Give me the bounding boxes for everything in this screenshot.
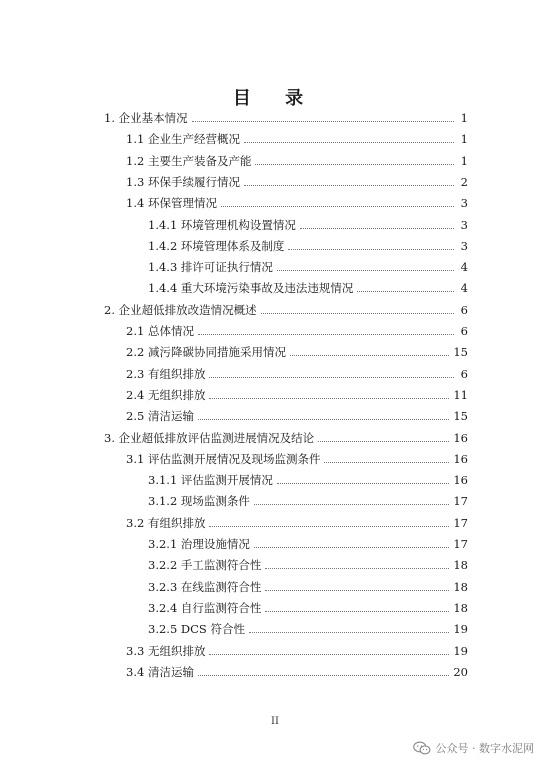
toc-entry[interactable] — [148, 577, 468, 597]
toc-entry-label: 1. 企业基本情况 — [104, 111, 188, 125]
toc-entry-page: 1 — [460, 132, 468, 147]
toc-entry[interactable] — [126, 406, 468, 426]
toc-leader-dots — [209, 653, 449, 655]
toc-entry-page: 3 — [460, 238, 468, 253]
toc-entry-label: 3.4 清洁运输 — [126, 664, 194, 679]
toc-entry-page: 20 — [453, 664, 468, 679]
toc-leader-dots — [290, 354, 449, 356]
toc-entry-page: 2 — [460, 174, 468, 189]
toc-entry[interactable] — [148, 215, 468, 235]
toc-entry-page: 4 — [460, 281, 468, 296]
toc-leader-dots — [209, 376, 454, 378]
toc-leader-dots — [255, 163, 454, 165]
toc-entry-label: 3.2.5 DCS 符合性 — [148, 622, 245, 637]
toc-entry-label: 2.3 有组织排放 — [126, 366, 206, 381]
toc-entry[interactable] — [126, 385, 468, 405]
toc-entry-label: 3.2.1 治理设施情况 — [148, 537, 250, 551]
toc-leader-dots — [254, 503, 449, 505]
toc-leader-dots — [209, 397, 449, 399]
toc-entry-label: 3.1 评估监测开展情况及现场监测条件 — [126, 451, 321, 466]
toc-entry[interactable] — [126, 342, 468, 362]
toc-leader-dots — [244, 184, 454, 186]
toc-entry[interactable] — [148, 236, 468, 256]
toc-entry-page: 4 — [460, 260, 468, 275]
toc-entry[interactable] — [104, 108, 468, 128]
toc-entry[interactable] — [126, 513, 468, 533]
toc-entry-page: 6 — [460, 366, 468, 381]
toc-entry-page: 18 — [453, 579, 468, 594]
toc-entry[interactable] — [104, 300, 468, 320]
toc-leader-dots — [288, 248, 454, 250]
toc-leader-dots — [261, 312, 454, 314]
toc-entry-label: 3.2 有组织排放 — [126, 515, 206, 530]
toc-leader-dots — [324, 461, 449, 463]
toc-leader-dots — [192, 120, 454, 122]
toc-leader-dots — [318, 440, 449, 442]
toc-entry-page: 17 — [453, 537, 468, 551]
toc-leader-dots — [277, 482, 449, 484]
toc-entry-label: 2.4 无组织排放 — [126, 387, 206, 402]
wechat-icon — [413, 741, 431, 755]
toc-leader-dots — [265, 589, 449, 591]
toc-entry-label: 2.5 清洁运输 — [126, 409, 194, 424]
toc-entry-label: 2. 企业超低排放改造情况概述 — [104, 302, 257, 317]
toc-entry[interactable] — [126, 641, 468, 661]
toc-entry-page: 18 — [453, 558, 468, 573]
toc-leader-dots — [357, 290, 454, 292]
toc-entry-page: 17 — [453, 494, 468, 509]
toc-entry-page: 3 — [460, 196, 468, 211]
toc-entry[interactable] — [148, 555, 468, 575]
toc-entry-page: 19 — [453, 643, 468, 658]
toc-entry-page: 6 — [460, 302, 468, 317]
toc-leader-dots — [198, 674, 449, 676]
toc-entry[interactable] — [148, 491, 468, 511]
toc-entry[interactable] — [148, 598, 468, 618]
toc-leader-dots — [221, 205, 454, 207]
toc-entry-page: 16 — [453, 473, 468, 488]
toc-entry-label: 1.4.2 环境管理体系及制度 — [148, 238, 285, 253]
toc-entry[interactable] — [126, 449, 468, 469]
toc-entry[interactable] — [126, 193, 468, 213]
toc-entry[interactable] — [148, 619, 468, 639]
toc-entry[interactable] — [126, 662, 468, 682]
toc-entry-page: 19 — [453, 622, 468, 637]
toc-entry-label: 1.4.3 排许可证执行情况 — [148, 260, 273, 275]
toc-entry-page: 1 — [460, 153, 468, 168]
toc-entry[interactable] — [148, 278, 468, 298]
toc-entry-label: 1.4.1 环境管理机构设置情况 — [148, 217, 296, 232]
toc-entry[interactable] — [126, 172, 468, 192]
toc-entry-label: 3.1.2 现场监测条件 — [148, 494, 250, 509]
toc-entry-page: 17 — [453, 515, 468, 530]
toc-entry-label: 3.1.1 评估监测开展情况 — [148, 473, 273, 488]
toc-entry-page: 15 — [453, 409, 468, 424]
toc-entry-label: 1.2 主要生产装备及产能 — [126, 153, 252, 168]
toc-entry-page: 6 — [460, 324, 468, 338]
toc-leader-dots — [244, 141, 454, 143]
toc-entry-label: 1.4.4 重大环境污染事故及违法违规情况 — [148, 281, 354, 296]
toc-entry-page: 16 — [453, 451, 468, 466]
toc-leader-dots — [209, 525, 449, 527]
toc-entry-label: 1.3 环保手续履行情况 — [126, 174, 240, 189]
toc-leader-dots — [198, 418, 449, 420]
toc-entry-label: 3.2.3 在线监测符合性 — [148, 579, 262, 594]
toc-entry-page: 3 — [460, 217, 468, 232]
toc-entry[interactable] — [126, 129, 468, 149]
toc-leader-dots — [265, 567, 449, 569]
toc-entry-label: 3.2.2 手工监测符合性 — [148, 558, 262, 573]
watermark-text: 公众号 · 数字水泥网 — [435, 742, 534, 755]
toc-entry-page: 16 — [453, 430, 468, 445]
toc-leader-dots — [254, 546, 449, 548]
toc-leader-dots — [249, 631, 449, 633]
toc-leader-dots — [300, 227, 454, 229]
toc-entry-label: 3.3 无组织排放 — [126, 643, 206, 658]
toc-entry[interactable] — [126, 151, 468, 171]
toc-entry-label: 2.1 总体情况 — [126, 324, 194, 338]
toc-leader-dots — [198, 333, 454, 335]
toc-entry[interactable] — [126, 321, 468, 341]
toc-entry[interactable] — [126, 364, 468, 384]
toc-entry-page: 15 — [453, 345, 468, 360]
toc-entry[interactable] — [148, 257, 468, 277]
toc-entry-label: 1.1 企业生产经营概况 — [126, 132, 240, 147]
toc-entry-label: 3.2.4 自行监测符合性 — [148, 600, 262, 615]
toc-entry[interactable] — [148, 470, 468, 490]
toc-leader-dots — [277, 269, 454, 271]
toc-entry[interactable] — [104, 428, 468, 448]
toc-entry-page: 11 — [453, 387, 468, 402]
toc-entry-label: 2.2 减污降碳协同措施采用情况 — [126, 345, 286, 360]
watermark — [413, 740, 535, 756]
page-number: II — [271, 716, 279, 727]
toc-leader-dots — [265, 610, 449, 612]
toc-entry-page: 18 — [453, 600, 468, 615]
toc-entry-label: 1.4 环保管理情况 — [126, 196, 217, 211]
page-title: 目 录 — [232, 88, 318, 109]
toc-entry[interactable] — [148, 534, 468, 554]
toc-entry-page: 1 — [460, 111, 468, 125]
toc-entry-label: 3. 企业超低排放评估监测进展情况及结论 — [104, 430, 315, 445]
